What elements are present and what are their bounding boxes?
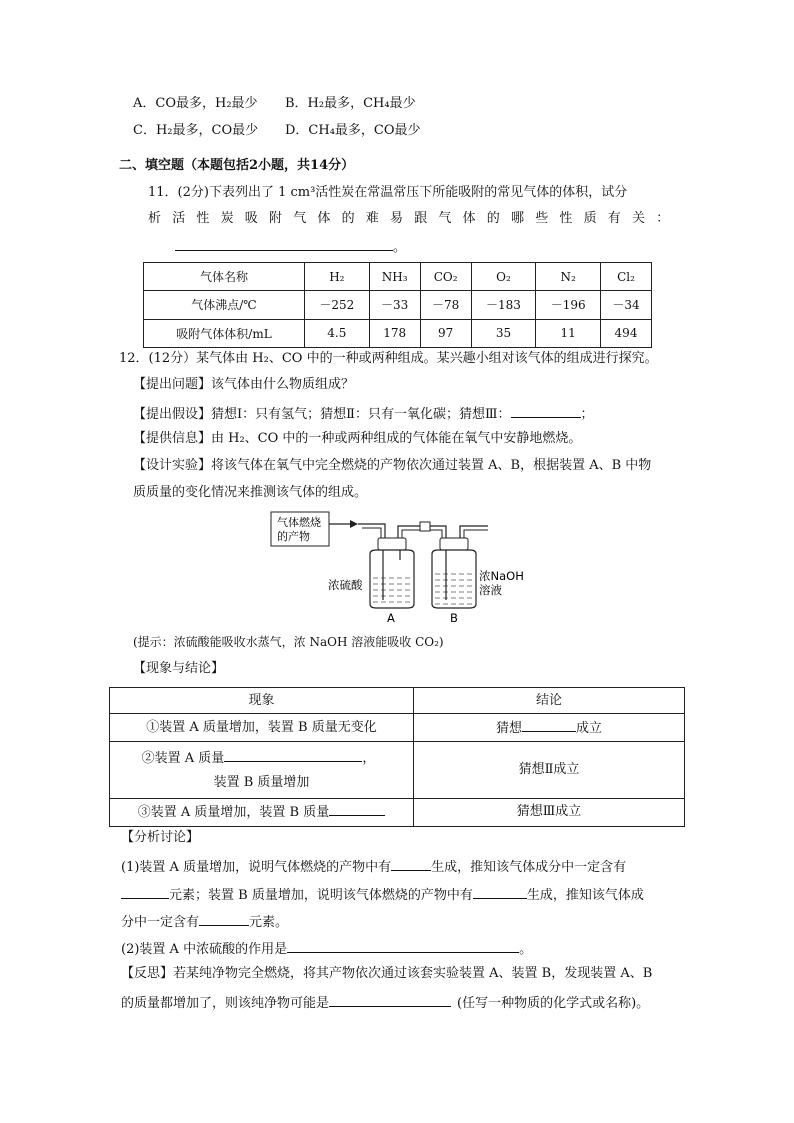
apparatus-diagram	[270, 508, 540, 626]
table-cell: －196	[536, 291, 601, 319]
analysis-line3	[121, 911, 288, 932]
table-cell: 35	[471, 319, 536, 347]
bottle-a-cap	[378, 538, 406, 550]
bottle-b-cap	[440, 538, 468, 550]
row2-comma: ，	[362, 751, 376, 767]
table-cell: －183	[471, 291, 536, 319]
analysis1-blank[interactable]	[391, 856, 431, 871]
q11-period: 。	[393, 240, 407, 255]
arrow-head-icon	[350, 520, 358, 528]
analysis3-b: 元素。	[249, 915, 289, 930]
bottle-a	[370, 550, 414, 608]
analysis-line2	[121, 884, 644, 905]
analysis2-blank-2[interactable]	[473, 884, 527, 899]
row1-conclusion-b: 成立	[576, 720, 603, 736]
row3-conclusion: 猜想Ⅲ成立	[414, 798, 685, 826]
q12-hint: (提示：浓硫酸能吸收水蒸气，浓 NaOH 溶液能吸收 CO₂)	[133, 635, 444, 649]
analysis4-blank[interactable]	[287, 938, 519, 953]
table-row	[144, 263, 652, 291]
row2-phenomenon-b: 装置 B 质量增加	[213, 775, 310, 791]
row1-conclusion	[414, 714, 685, 742]
label-b: B	[450, 611, 458, 625]
tube-connector	[420, 522, 430, 531]
table-cell: N₂	[536, 263, 601, 291]
option-d: D．CH₄最多，CO最少	[285, 123, 421, 138]
table-cell: 178	[369, 319, 420, 347]
table-row	[110, 714, 685, 742]
table-cell: －33	[369, 291, 420, 319]
q11-line2: 析活性炭吸附气体的难易跟气体的哪些性质有关：	[148, 211, 681, 226]
q12-design-line2: 质质量的变化情况来推测该气体的组成。	[133, 485, 368, 500]
analysis1-a: (1)装置 A 质量增加，说明气体燃烧的产物中有	[121, 860, 392, 875]
box-label-1: 气体燃烧	[277, 516, 321, 529]
q12-intro: 12．(12分）某气体由 H₂、CO 中的一种或两种组成。某兴趣小组对该气体的组成进行探究。	[119, 351, 658, 366]
gas-table	[143, 262, 652, 348]
row2-conclusion: 猜想Ⅱ成立	[414, 742, 685, 798]
row2-phenomenon	[110, 742, 414, 798]
table-row	[144, 319, 652, 347]
q11-answer-line	[175, 236, 406, 257]
q12-hypothesis	[133, 403, 594, 424]
bottle-b	[432, 550, 476, 608]
q12-design-line1: 【设计实验】将该气体在氧气中完全燃烧的产物依次通过装置 A、B，根据装置 A、B 中物	[133, 458, 652, 473]
analysis2-blank-1[interactable]	[121, 884, 169, 899]
table-cell: 4.5	[305, 319, 370, 347]
table-cell: 吸附气体体积/mL	[144, 319, 305, 347]
section-title: 二、填空题（本题包括2小题，共14分）	[119, 158, 355, 173]
row2-blank[interactable]	[224, 747, 362, 762]
analysis-line1	[121, 856, 626, 877]
box-label-2: 的产物	[277, 530, 310, 543]
label-a: A	[387, 611, 395, 625]
reflect2-blank[interactable]	[329, 992, 451, 1007]
table-cell: 气体沸点/℃	[144, 291, 305, 319]
row3-phenomenon-text: ③装置 A 质量增加，装置 B 质量	[137, 805, 330, 821]
option-b: B．H₂最多，CH₄最少	[285, 96, 416, 111]
q11-line1: 11．(2分)下表列出了 1 cm³活性炭在常温常压下所能吸附的常见气体的体积，试分	[148, 185, 628, 200]
hypothesis-end: ；	[580, 407, 594, 422]
header-phenomenon: 现象	[110, 688, 414, 714]
row1-conclusion-a: 猜想	[495, 720, 522, 736]
option-a: A．CO最多，H₂最少	[133, 96, 258, 111]
table-cell: O₂	[471, 263, 536, 291]
table-cell: －78	[420, 291, 471, 319]
analysis3-blank[interactable]	[199, 911, 249, 926]
analysis2-a: 元素；装置 B 质量增加，说明该气体燃烧的产物中有	[169, 888, 473, 903]
hypothesis-blank[interactable]	[511, 403, 581, 418]
header-conclusion: 结论	[414, 688, 685, 714]
row3-phenomenon	[110, 798, 414, 826]
table-cell: NH₃	[369, 263, 420, 291]
table-cell: －34	[601, 291, 652, 319]
analysis2-b: 生成，推知该气体成	[526, 888, 644, 903]
row1-phenomenon: ①装置 A 质量增加，装置 B 质量无变化	[110, 714, 414, 742]
phenomena-title: 【现象与结论】	[133, 661, 225, 676]
analysis-line4	[121, 938, 532, 959]
analysis4-text: (2)装置 A 中浓硫酸的作用是	[121, 942, 288, 957]
table-cell: －252	[305, 291, 370, 319]
row1-blank[interactable]	[522, 717, 576, 732]
q12-question: 【提出问题】该气体由什么物质组成？	[133, 377, 355, 392]
analysis-title: 【分析讨论】	[121, 830, 200, 845]
label-naoh-1: 浓NaOH	[479, 569, 524, 583]
table-cell: 494	[601, 319, 652, 347]
table-row	[110, 688, 685, 714]
analysis3-a: 分中一定含有	[121, 915, 200, 930]
row3-blank[interactable]	[329, 801, 385, 816]
reflect-line2	[121, 992, 649, 1013]
results-table	[109, 687, 685, 827]
option-c: C．H₂最多，CO最少	[133, 123, 259, 138]
table-cell: Cl₂	[601, 263, 652, 291]
q12-info: 【提供信息】由 H₂、CO 中的一种或两种组成的气体能在氧气中安静地燃烧。	[133, 431, 582, 446]
analysis1-b: 生成，推知该气体成分中一定含有	[431, 860, 627, 875]
table-row	[144, 291, 652, 319]
table-row	[110, 798, 685, 826]
q11-answer-blank[interactable]	[175, 236, 393, 251]
table-cell: CO₂	[420, 263, 471, 291]
label-conc-sulfuric: 浓硫酸	[328, 578, 363, 592]
table-cell: 气体名称	[144, 263, 305, 291]
table-row	[110, 742, 685, 798]
table-cell: 97	[420, 319, 471, 347]
table-cell: H₂	[305, 263, 370, 291]
reflect2-a: 的质量都增加了，则该纯净物可能是	[121, 996, 330, 1011]
reflect2-b: (任写一种物质的化学式或名称)。	[457, 996, 650, 1011]
label-naoh-2: 溶液	[479, 583, 502, 597]
hypothesis-text: 【提出假设】猜想Ⅰ：只有氢气；猜想Ⅱ：只有一氧化碳；猜想Ⅲ：	[133, 407, 511, 422]
reflect-line1: 【反思】若某纯净物完全燃烧，将其产物依次通过该套实验装置 A、装置 B，发现装置 A、B	[121, 966, 653, 981]
table-cell: 11	[536, 319, 601, 347]
row2-phenomenon-a: ②装置 A 质量	[141, 751, 225, 767]
analysis4-end: 。	[519, 942, 533, 957]
